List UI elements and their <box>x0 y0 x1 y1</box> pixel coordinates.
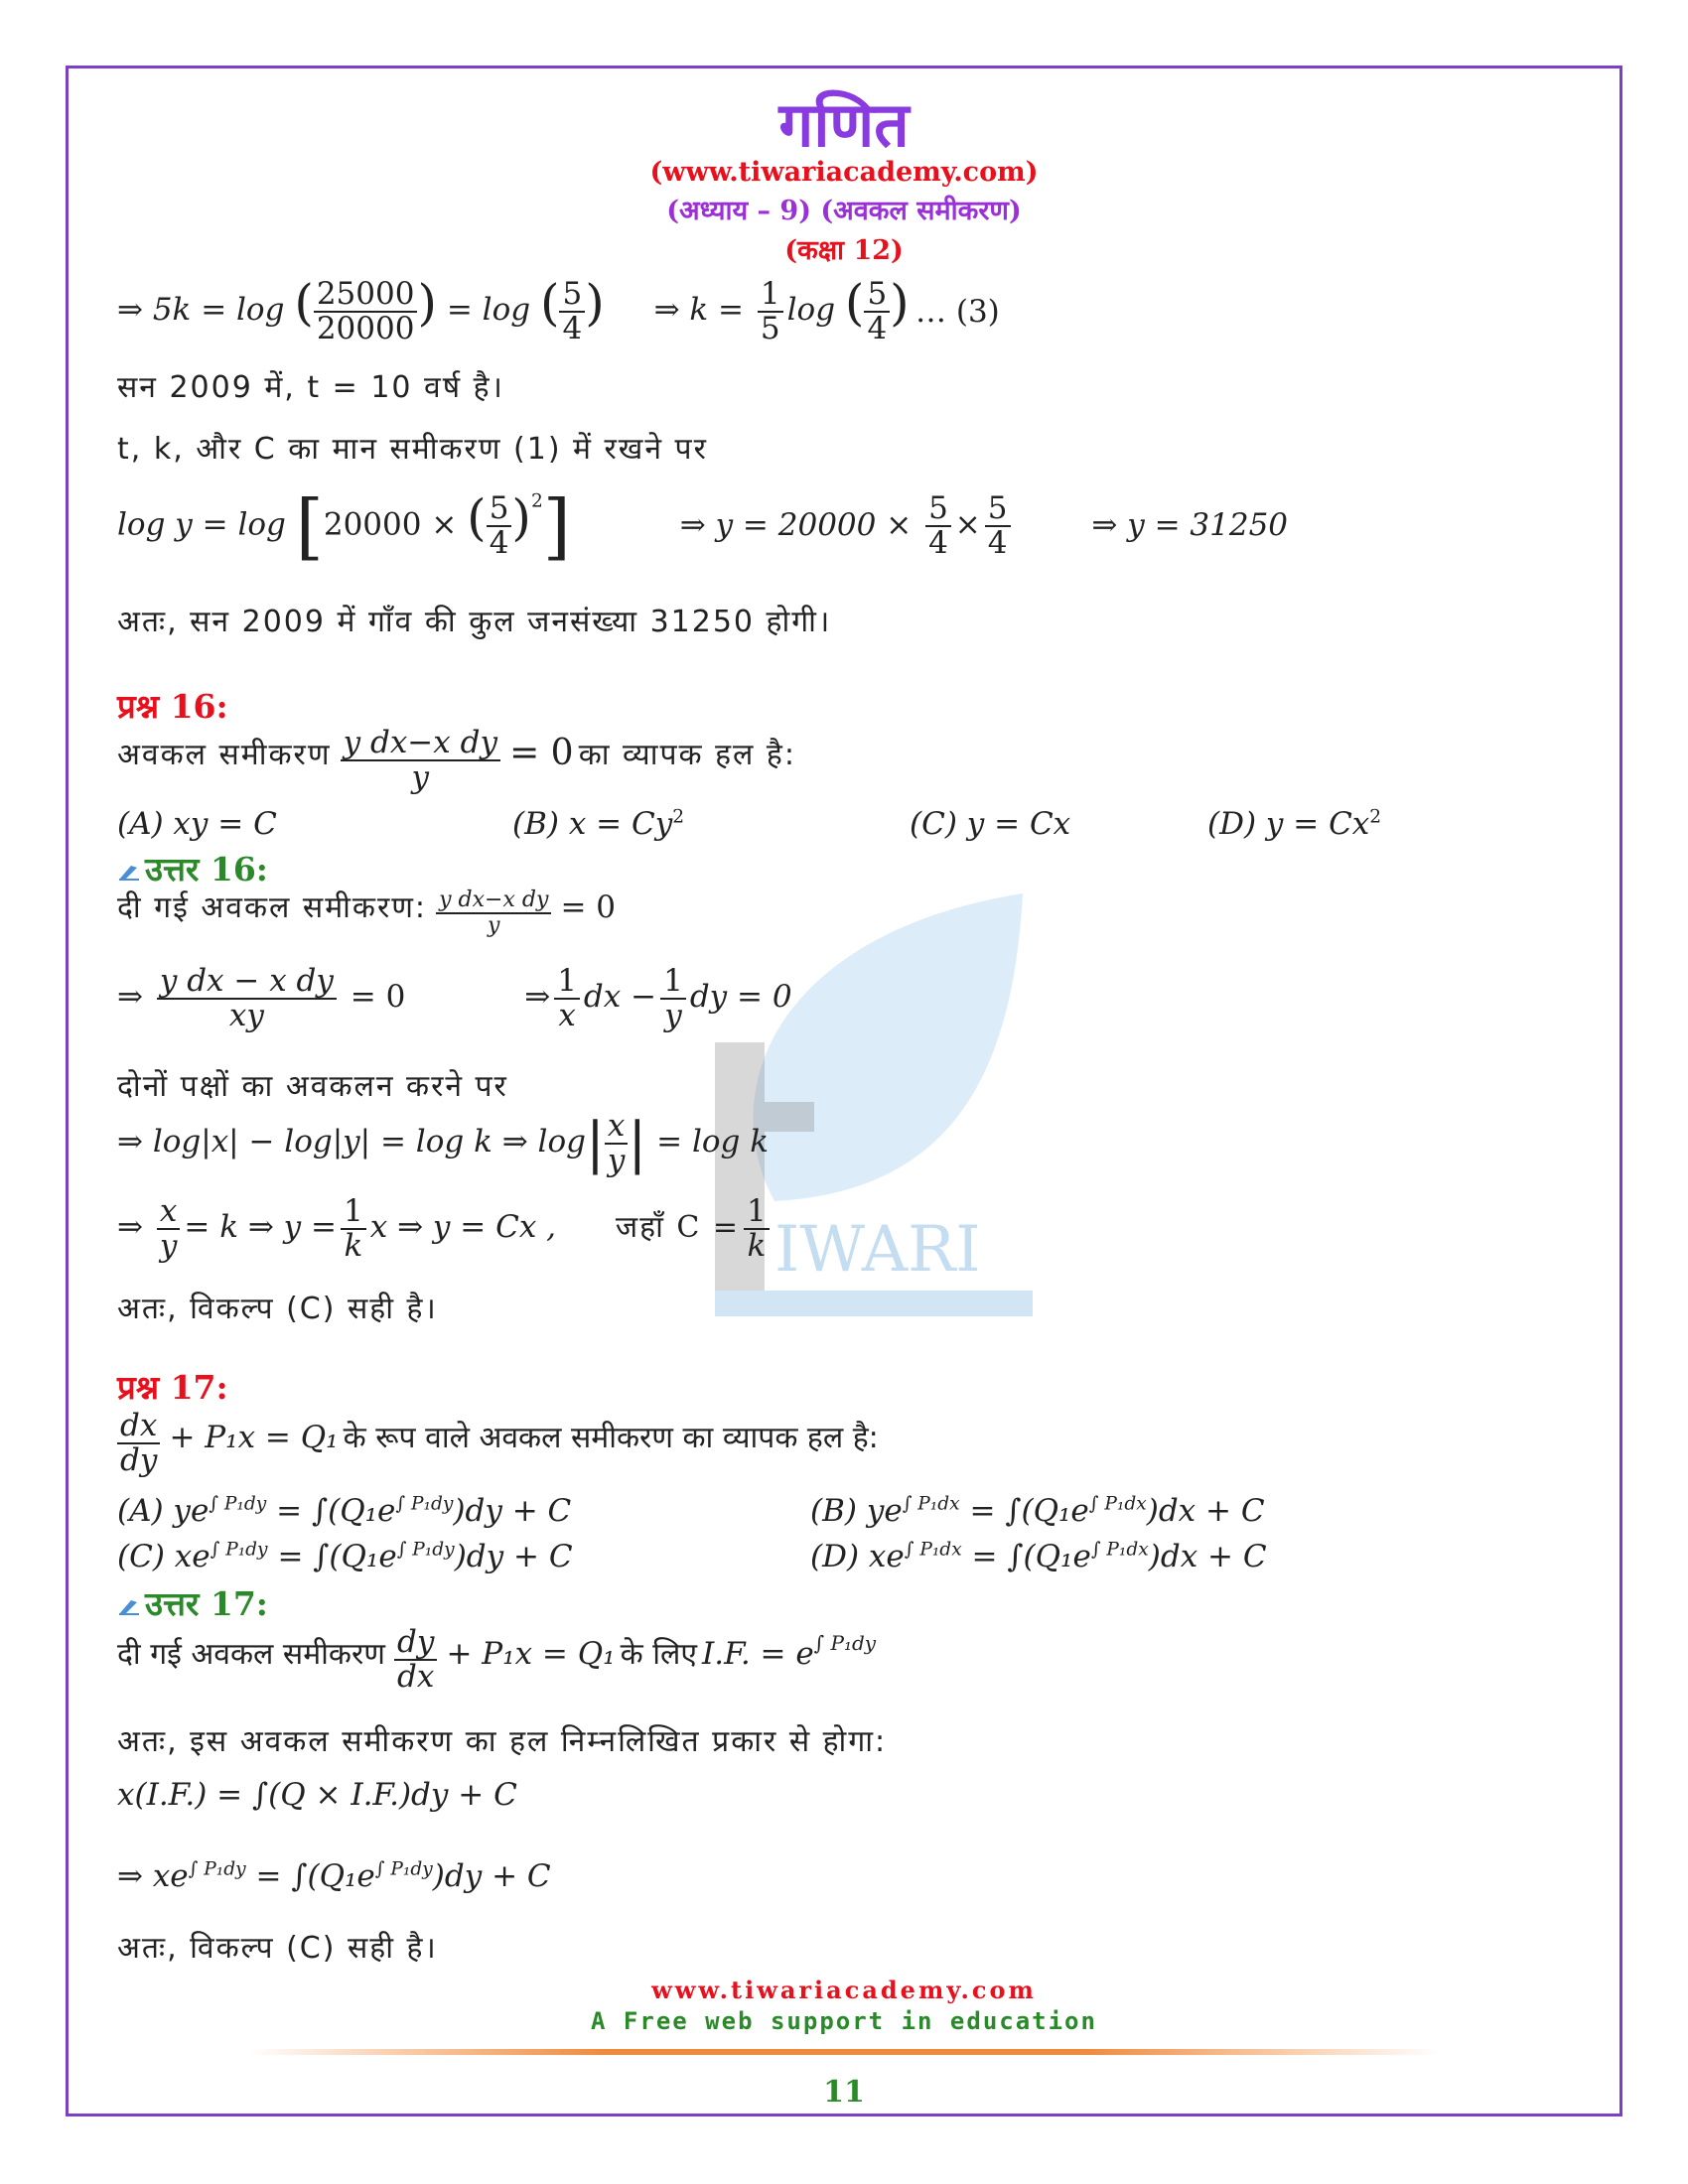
answer-17-step-4: ⇒ $xe^{\int P_1dy} = \int(Q_1e^{\int P_1dy})dy + C$ <box>117 1858 551 1894</box>
footer-tagline: A Free web support in education <box>591 2007 1097 2035</box>
site-url: (www.tiwariacademy.com) <box>649 157 1039 188</box>
answer-17-step-3: x(I.F.) = ∫(Q × I.F.)dy + C <box>117 1777 517 1813</box>
pen-icon <box>117 1596 141 1616</box>
question-16-heading: प्रश्न 16: <box>117 687 228 726</box>
answer-16-step-4: ⇒ log|x| − log|y| = log k ⇒ log| $\frac{x}{y}$ | = log k <box>117 1108 769 1178</box>
q17-option-c: (C) $xe^{\int P_1dy} = \int(Q_1e^{\int P_1dy})dy + C$ <box>117 1539 573 1574</box>
watermark-text: IWARI <box>774 1213 981 1287</box>
q16-option-b: (B) $x = Cy^2$ <box>512 806 685 842</box>
pen-icon <box>117 862 141 882</box>
chapter-heading: (अध्याय – 9) (अवकल समीकरण) <box>666 196 1022 226</box>
q16-option-a: (A) xy = C <box>117 806 277 842</box>
q16-option-d: (D) $y = Cx^2$ <box>1207 806 1382 842</box>
answer-16-step-3: दोनों पक्षों का अवकलन करने पर <box>117 1069 508 1104</box>
text-line-5: अतः, सन 2009 में गाँव की कुल जनसंख्या 31250 होगी। <box>117 605 832 639</box>
answer-16-conclusion: अतः, विकल्प (C) सही है। <box>117 1292 438 1326</box>
answer-17-step-2: अतः, इस अवकल समीकरण का हल निम्नलिखित प्रकार से होगा: <box>117 1724 888 1759</box>
equation-line-4: log y = log [20000 × ( $\frac{5}{4}$ )$^2$] ⇒ y = 20000 × $\frac{5}{4}$ × $\frac{5}{4}$ ⇒ y = 31250 <box>117 484 1289 568</box>
answer-16-step-5: ⇒ $\frac{x}{y}$ = k ⇒ y = $\frac{1}{k}$ x ⇒ y = Cx , जहाँ C = $\frac{1}{k}$ <box>117 1195 774 1262</box>
text-line-3: t, k, और C का मान समीकरण (1) में रखने पर <box>117 432 708 467</box>
question-16-stem: अवकल समीकरण $\frac{\text{y dx−x dy}}{y}$ = 0 का व्यापक हल है: <box>117 725 796 795</box>
page-title: गणित <box>778 88 910 161</box>
footer-divider <box>248 2049 1440 2055</box>
question-17-heading: प्रश्न 17: <box>117 1368 228 1407</box>
answer-17-heading: उत्तर 17: <box>117 1580 268 1625</box>
answer-16-heading: उत्तर 16: <box>117 846 268 890</box>
text-line-2: सन 2009 में, t = 10 वर्ष है। <box>117 370 504 405</box>
answer-17-conclusion: अतः, विकल्प (C) सही है। <box>117 1931 438 1966</box>
answer-16-step-1: दी गई अवकल समीकरण: $\frac{\text{y dx−x dy}}{y}$ = 0 <box>117 887 617 938</box>
q17-option-b: (B) $ye^{\int P_1dx} = \int(Q_1e^{\int P_1dx})dx + C$ <box>810 1493 1265 1529</box>
question-17-stem: $\frac{dx}{dy}$ + P₁x = Q₁ के रूप वाले अवकल समीकरण का व्यापक हल है: <box>117 1410 879 1476</box>
q17-option-d: (D) $xe^{\int P_1dx} = \int(Q_1e^{\int P_1dx})dx + C$ <box>810 1539 1267 1574</box>
footer-url[interactable]: www.tiwariacademy.com <box>651 1976 1037 2004</box>
answer-17-step-1: दी गई अवकल समीकरण $\frac{dy}{dx}$ + P₁x = Q₁ के लिए I.F. = $e^{\int P_1dy}$ <box>117 1624 877 1695</box>
equation-line-1: ⇒ 5k = log ( $\frac{25000}{20000}$ ) = log ( $\frac{5}{4}$ ) ⇒ k = $\frac{1}{5}$ log ( $\frac{5}{4}$ ) <box>117 274 910 346</box>
class-heading: (कक्षा 12) <box>784 235 904 266</box>
answer-16-step-2: ⇒ $\frac{\text{y dx − x dy}}{xy}$ = 0 ⇒ $\frac{1}{x}$ dx − $\frac{1}{y}$ dy = 0 <box>117 963 792 1033</box>
page-number: 11 <box>823 2075 865 2110</box>
q16-option-c: (C) y = Cx <box>910 806 1071 842</box>
equation-ref-3: … (3) <box>915 294 1000 330</box>
q17-option-a: (A) $ye^{\int P_1dy} = \int(Q_1e^{\int P_1dy})dy + C$ <box>117 1493 572 1529</box>
